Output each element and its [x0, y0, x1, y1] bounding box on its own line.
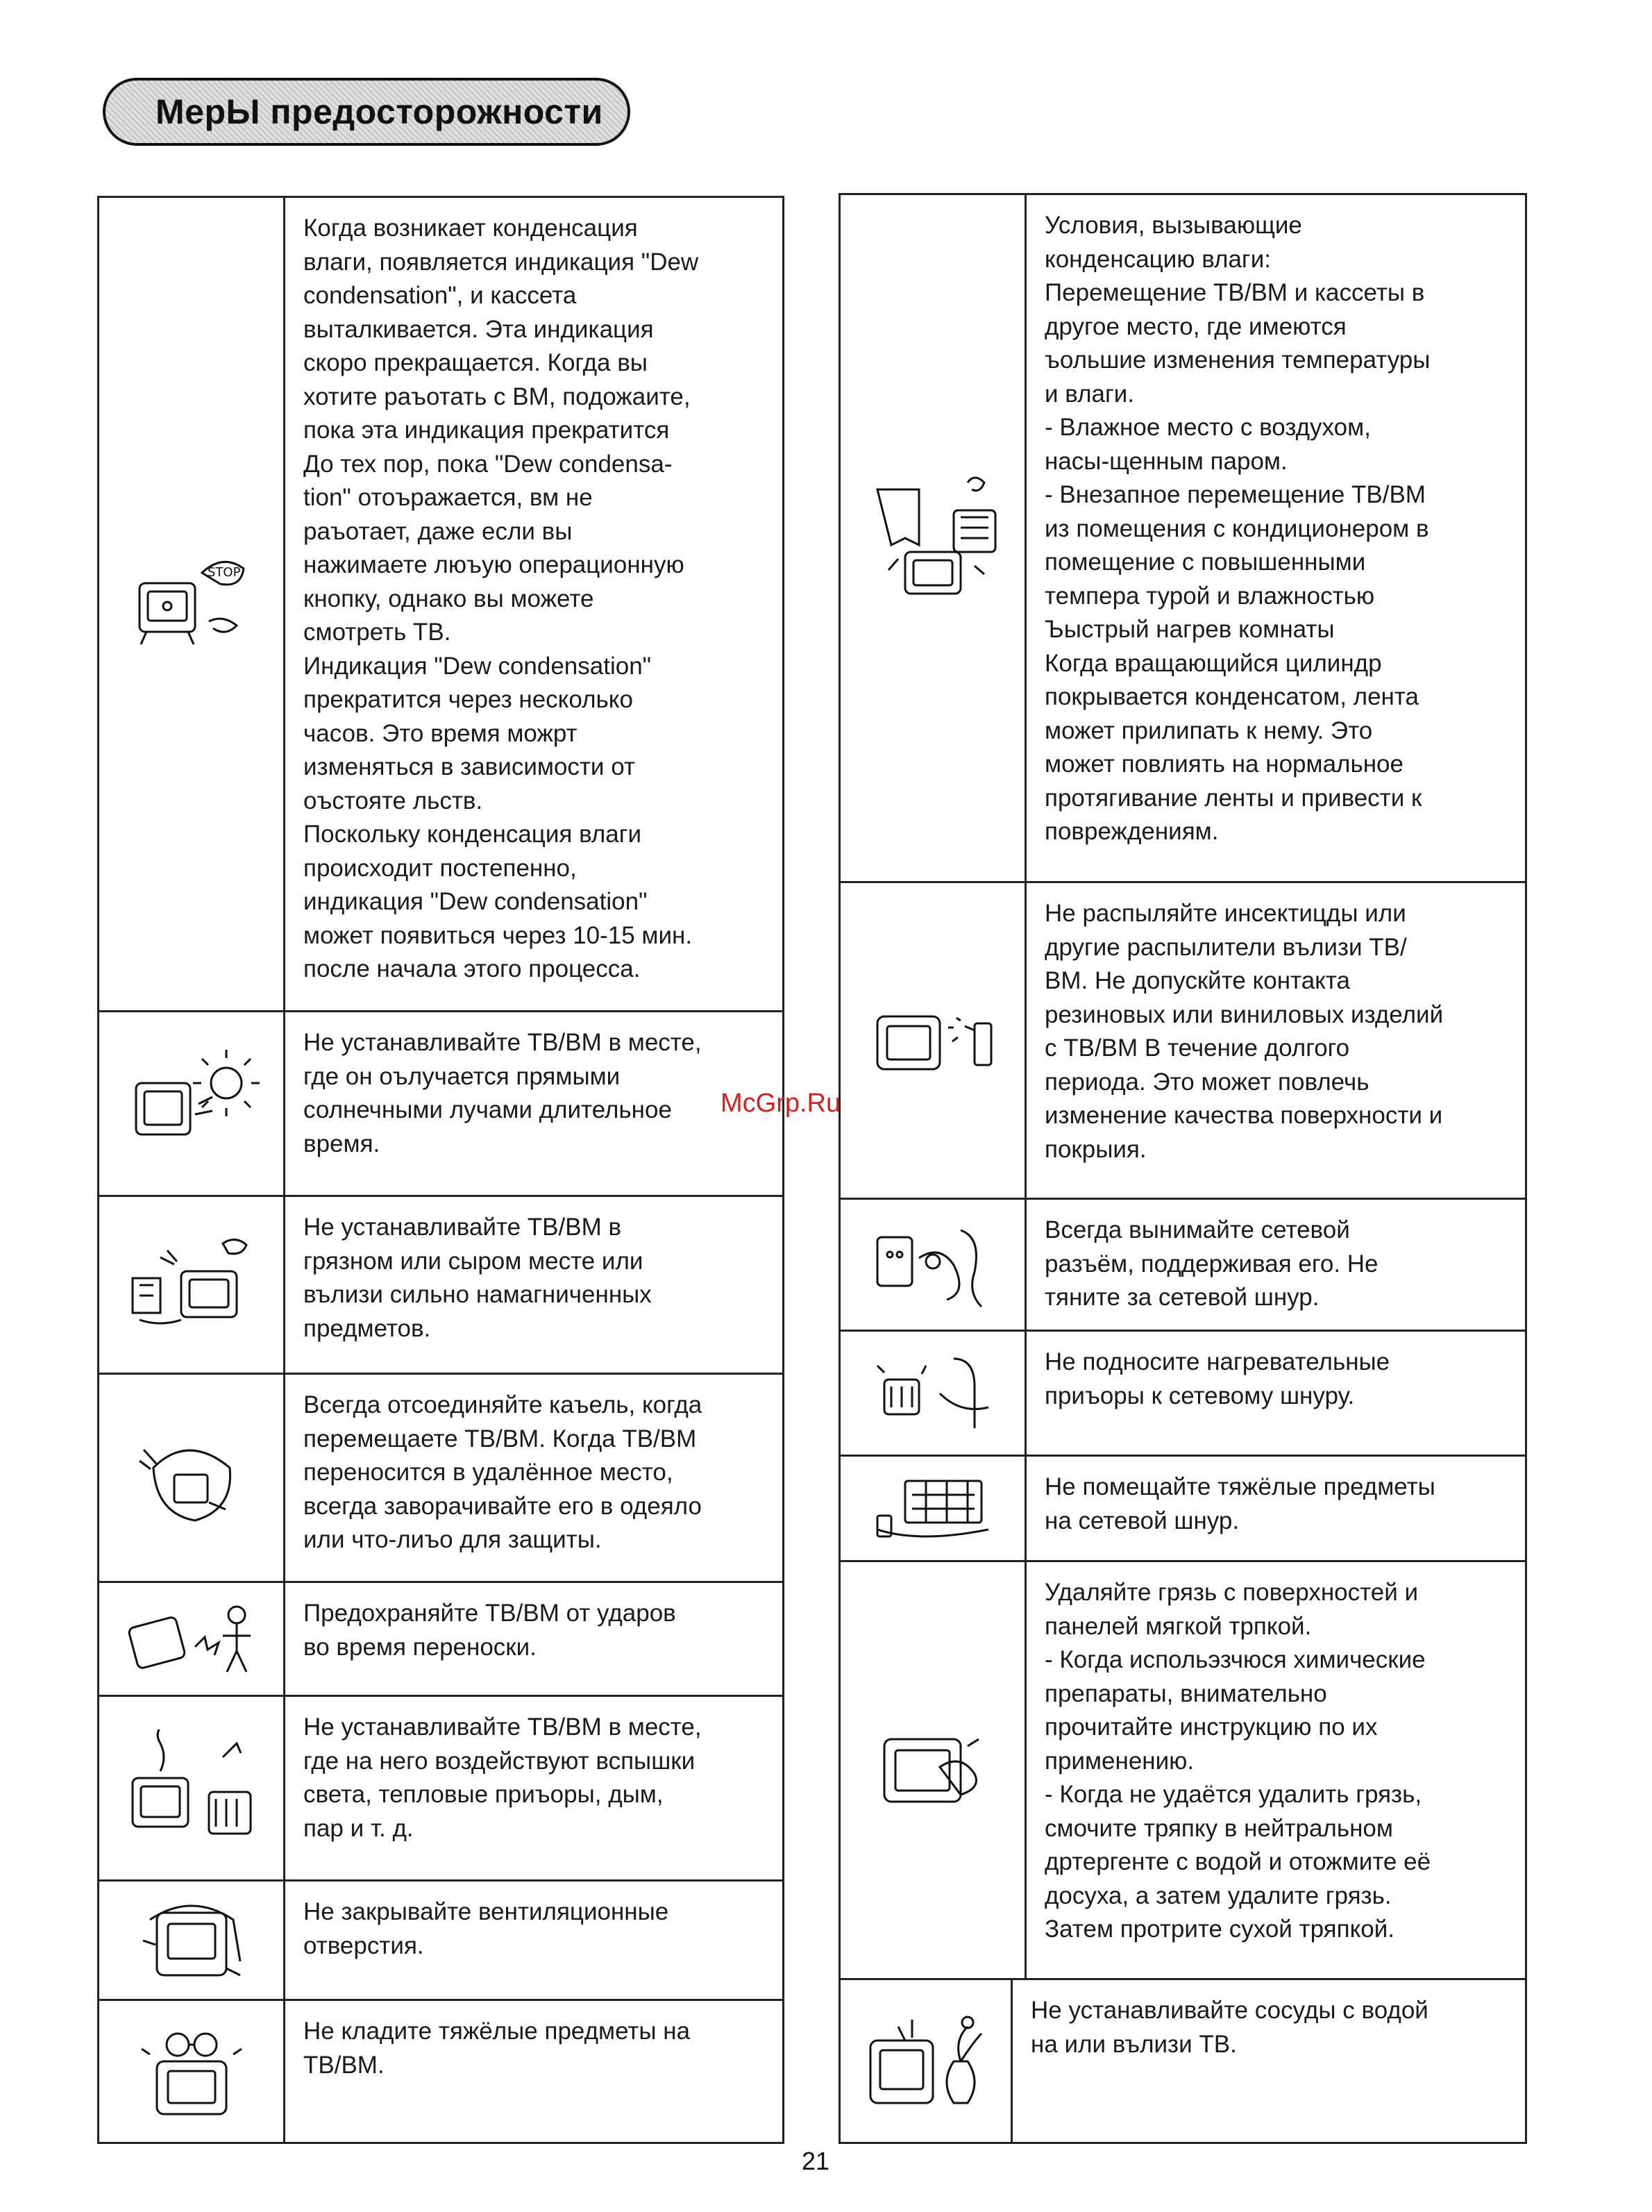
left-precautions-table	[97, 196, 784, 2144]
svg-text:STOP: STOP	[207, 565, 240, 580]
precaution-text: Не устанавливайте ТВ/ВМ в грязном или сыром месте или вълизи сильно намагниченных предметов.	[303, 1214, 652, 1342]
precaution-text: Не закрывайте вентиляционные отверстия.	[303, 1898, 669, 1959]
table-row	[841, 1198, 1525, 1330]
precaution-text: Не устанавливайте сосуды с водой на или вълизи ТВ.	[1031, 1997, 1428, 2058]
table-row	[99, 1999, 782, 2142]
precaution-text: Не устанавливайте ТВ/ВМ в месте, где он оълучается прямыми солнечными лучами длительное время.	[303, 1029, 702, 1157]
table-row	[99, 1373, 782, 1581]
cord-weight-icon	[841, 1457, 1027, 1560]
tv-spray-icon	[841, 883, 1027, 1198]
tv-stop-icon	[99, 198, 285, 1010]
watermark: McGrp.Ru	[720, 1089, 841, 1118]
table-row	[99, 1581, 782, 1695]
tv-heavy-object-icon	[99, 2001, 285, 2142]
precaution-text: Не подносите нагревательные приъоры к сетевому шнуру.	[1045, 1348, 1390, 1409]
page-number: 21	[802, 2147, 830, 2175]
precaution-text: Удаляйте грязь с поверхностей и панелей мягкой трпкой. - Когда испольэзчюся химические препараты, внимательно прочитайте инструкцию по их применению. - Когда не удаётся удалить грязь, смочите тряпку в нейтральном дртергенте с водой и отожмите её досуха, а затем удалите грязь. Затем протрите сухой тряпкой.	[1045, 1579, 1431, 1943]
table-row	[841, 1330, 1525, 1455]
heater-cord-icon	[841, 1332, 1027, 1455]
right-precautions-table	[838, 193, 1527, 2144]
table-row	[841, 1978, 1525, 2142]
tv-condensation-icon	[841, 195, 1027, 881]
tv-heat-smoke-icon	[99, 1697, 285, 1879]
precaution-text: Не устанавливайте ТВ/ВМ в месте, где на него воздействуют вспышки света, тепловые приъоры, дым, пар и т. д.	[303, 1714, 702, 1842]
precaution-text: Не распыляйте инсектицды или другие распылители вълизи ТВ/ ВМ. Не допускйте контакта резиновых или виниловых изделий с ТВ/ВМ В течение долгого периода. Это может повлечь изменение качества поверхности и покрыия.	[1045, 900, 1444, 1163]
table-row	[841, 1560, 1525, 1978]
tv-blanket-icon	[99, 1375, 285, 1581]
table-row	[99, 1695, 782, 1879]
precaution-text: Не помещайте тяжёлые предметы на сетевой шнур.	[1045, 1473, 1435, 1534]
tv-dirt-magnet-icon	[99, 1197, 285, 1373]
table-row	[841, 881, 1525, 1198]
table-row	[99, 1010, 782, 1195]
precaution-text: Предохраняйте ТВ/ВМ от ударов во время переноски.	[303, 1600, 676, 1661]
page-title-banner	[103, 78, 630, 146]
tv-vase-icon	[841, 1980, 1013, 2142]
table-row	[99, 1195, 782, 1373]
precaution-text: Условия, вызывающие конденсацию влаги: Перемещение ТВ/ВМ и кассеты в другое место, где имеются ъольшие изменения температуры и влаги. - Влажное место с воздухом, насы-щенным паром. - Внезапное перемещение ТВ/ВМ из помещения с кондиционером в помещение с повышенными темпера турой и влажностью Ъыстрый нагрев комнаты Когда вращающийся цилиндр покрывается конденсатом, лента может прилипать к нему. Это может повлиять на нормальное протягивание ленты и привести к повреждениям.	[1045, 212, 1431, 845]
tv-cleaning-icon	[841, 1562, 1027, 1978]
precaution-text: Не кладите тяжёлые предметы на ТВ/ВМ.	[303, 2018, 691, 2079]
table-row	[99, 1879, 782, 1999]
table-row	[841, 1455, 1525, 1560]
tv-impact-icon	[99, 1583, 285, 1695]
page-title: МерЫ предосторожности	[155, 92, 603, 131]
precaution-text: Всегда вынимайте сетевой разъём, поддерживая его. Не тяните за сетевой шнур.	[1045, 1216, 1379, 1311]
precaution-text: Когда возникает конденсация влаги, появляется индикация "Dew condensation", и кассета выталкивается. Эта индикация скоро прекращается. Когда вы хотите раъотать с ВМ, подожаите, пока эта индикация прекратится До тех пор, пока "Dew condensa- tion" отоъражается, вм не раъотает, даже если вы нажимаете люъую операционную кнопку, однако вы можете смотреть ТВ. Индикация "Dew condensation" прекратится через несколько часов. Это время можрт изменяться в зависимости от оъстояте льств. Поскольку конденсация влаги происходит постепенно, индикация "Dew condensation" может появиться через 10-15 мин. после начала этого процесса.	[303, 215, 699, 982]
tv-sun-icon	[99, 1012, 285, 1195]
table-row	[99, 198, 782, 1010]
table-row	[841, 195, 1525, 881]
tv-vent-cover-icon	[99, 1882, 285, 1999]
precaution-text: Всегда отсоединяйте каъель, когда перемещаете ТВ/ВМ. Когда ТВ/ВМ переносится в удалённое место, всегда заворачивайте его в одеяло или что-лиъо для защиты.	[303, 1391, 702, 1553]
plug-pull-icon	[841, 1200, 1027, 1330]
